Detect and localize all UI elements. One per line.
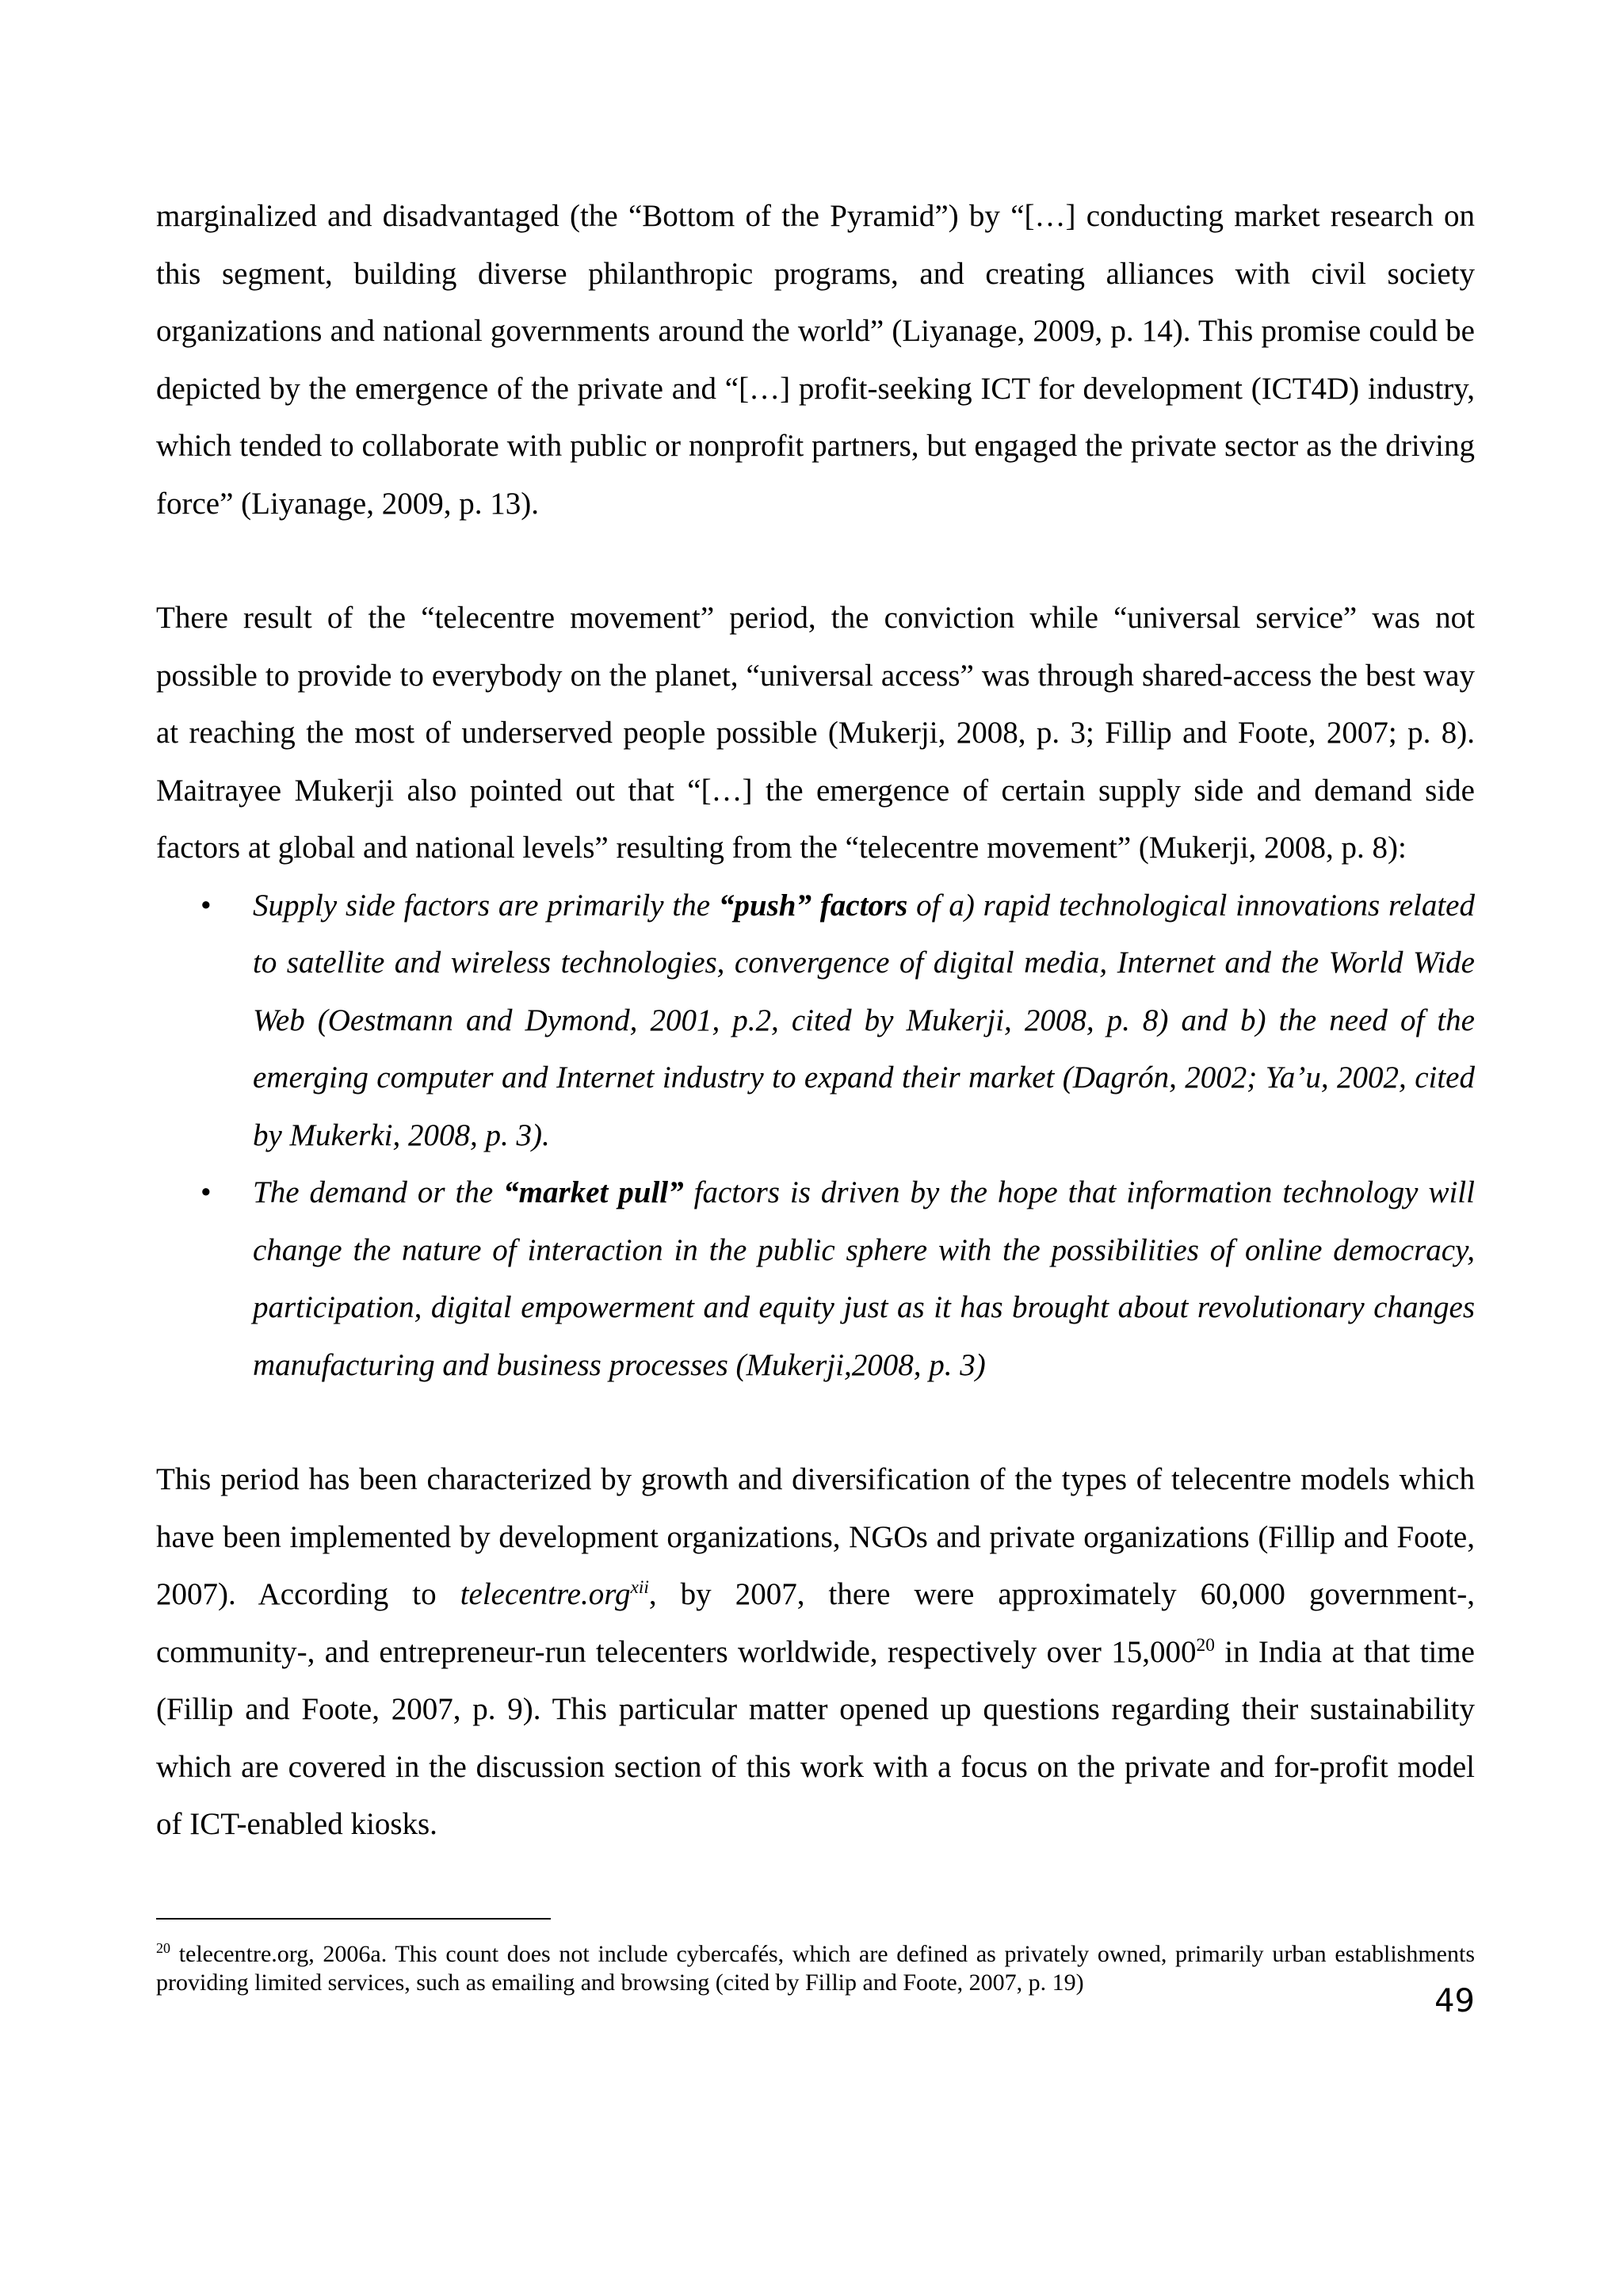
list-item-supply-factors <box>156 877 1475 1165</box>
list-item-bold-term: “push” factors <box>718 888 908 923</box>
footnote-reference: 20 <box>1196 1634 1215 1656</box>
endnote-marker: xii <box>630 1577 649 1598</box>
page-number: 49 <box>1434 1983 1475 2019</box>
list-item-text-before: Supply side factors are primarily the <box>253 888 719 923</box>
footnote-divider <box>156 1918 551 1920</box>
list-item-demand-factors <box>156 1164 1475 1394</box>
bullet-icon: • <box>200 1175 212 1209</box>
paragraph-3 <box>156 1451 1475 1854</box>
telecentre-site-name: telecentre.org <box>460 1577 631 1611</box>
paragraph-3-part-3: in India at that time (Fillip and Foote, 2007, p. 9). This particular matter opened up questions regarding their sustainability which are covered in the discussion section of this work with a focus on the private and for-profit model of ICT-enabled kiosks. <box>156 1634 1475 1841</box>
list-item-text-after: of a) rapid technological innovations related to satellite and wireless technologies, convergence of digital media, Internet and the World Wide Web (Oestmann and Dymond, 2001, p.2, cited by Mukerji, 2008, p. 8) and b) the need of the emerging computer and Internet industry to expand their market (Dagrón, 2002; Ya’u, 2002, cited by Mukerki, 2008, p. 3). <box>253 888 1475 1152</box>
paragraph-3-part-2: , by 2007, there were approximately 60,000 government-, community-, and entrepreneur-run telecenters worldwide, respectively over 15,000 <box>156 1577 1475 1669</box>
page-body <box>156 188 1475 1854</box>
list-item-bold-term: “market pull” <box>503 1175 684 1209</box>
footnote <box>156 1940 1475 1997</box>
paragraph-1: marginalized and disadvantaged (the “Bottom of the Pyramid”) by “[…] conducting market research on this segment, building diverse philanthropic programs, and creating alliances with civil society organizations and national governments around the world” (Liyanage, 2009, p. 14). This promise could be depicted by the emergence of the private and “[…] profit-seeking ICT for development (ICT4D) industry, which tended to collaborate with public or nonprofit partners, but engaged the private sector as the driving force” (Liyanage, 2009, p. 13). <box>156 199 1475 521</box>
paragraph-gap <box>156 1394 1475 1451</box>
factors-list <box>156 877 1475 1395</box>
bullet-icon: • <box>200 888 212 923</box>
paragraph-gap <box>156 533 1475 590</box>
footnote-number: 20 <box>156 1940 170 1956</box>
list-item-text-before: The demand or the <box>253 1175 504 1209</box>
list-item-text-after: factors is driven by the hope that information technology will change the nature of interaction in the public sphere with the possibilities of online democracy, participation, digital empowerment and equity just as it has brought about revolutionary changes manufacturing and business processes (Mukerji,2008, p. 3) <box>253 1175 1475 1382</box>
paragraph-2: There result of the “telecentre movement” period, the conviction while “universal service” was not possible to provide to everybody on the planet, “universal access” was through shared-access the best way at reaching the most of underserved people possible (Mukerji, 2008, p. 3; Fillip and Foote, 2007; p. 8). Maitrayee Mukerji also pointed out that “[…] the emergence of certain supply side and demand side factors at global and national levels” resulting from the “telecentre movement” (Mukerji, 2008, p. 8): <box>156 601 1475 865</box>
footnote-text: telecentre.org, 2006a. This count does not include cybercafés, which are defined as privately owned, primarily urban establishments providing limited services, such as emailing and browsing (cited by Fillip and Foote, 2007, p. 19) <box>156 1941 1475 1996</box>
paragraph-3-part-1: This period has been characterized by growth and diversification of the types of telecentre models which have been implemented by development organizations, NGOs and private organizations (Fillip and Foote, 2007). According to <box>156 1462 1475 1611</box>
